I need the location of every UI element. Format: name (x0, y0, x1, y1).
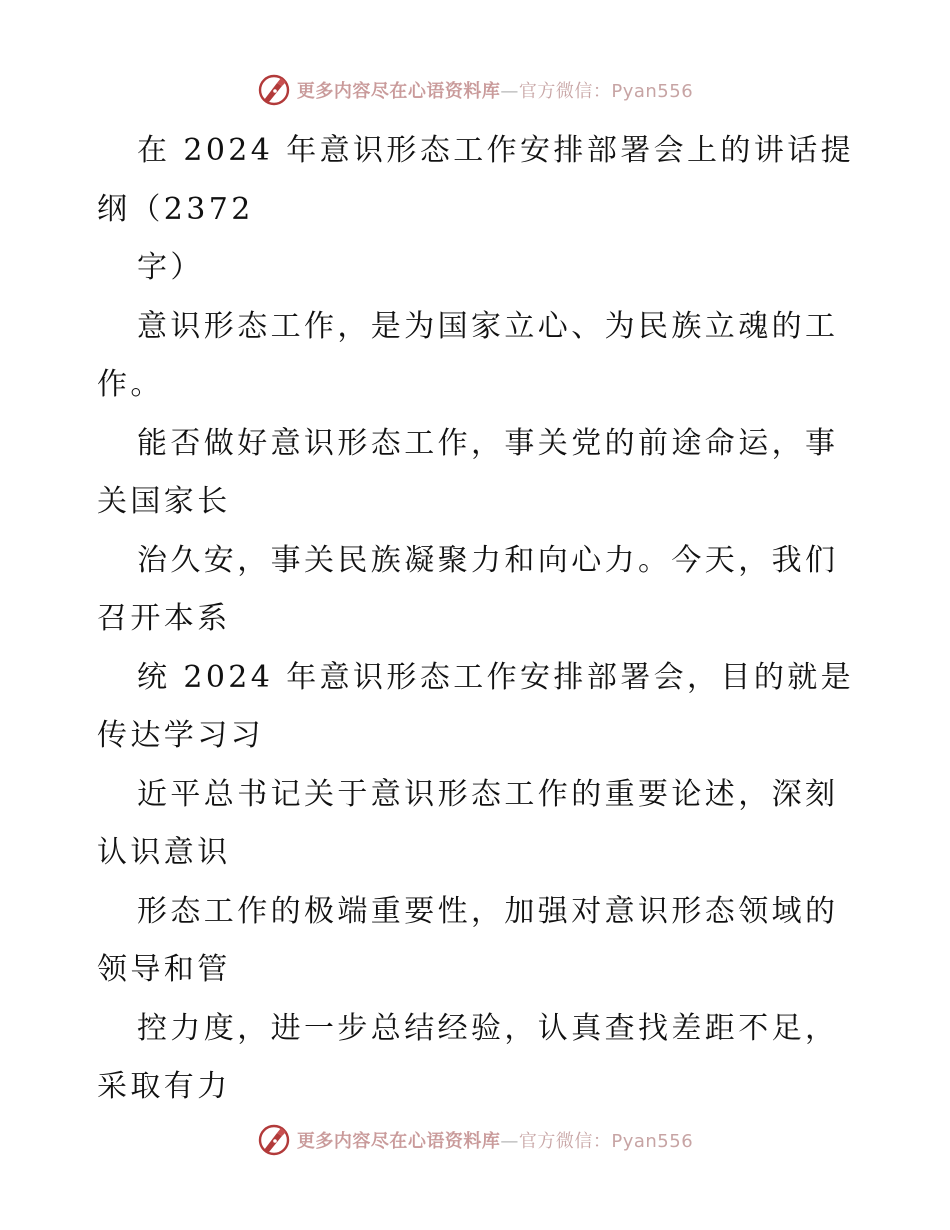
footer-watermark-banner (0, 1120, 950, 1160)
document-body (97, 122, 857, 1117)
footer-watermark (257, 1123, 693, 1157)
text-line: 关国家长 (97, 484, 231, 519)
text-line: 作。 (97, 367, 164, 402)
wechat-id: 官方微信：Pyan556 (518, 81, 694, 102)
text-line: 控力度，进一步总结经验，认真查找差距不足， (137, 1010, 839, 1046)
text-line: 近平总书记关于意识形态工作的重要论述，深刻 (137, 776, 839, 812)
text-line: 统 2024 年意识形态工作安排部署会，目的就是 (137, 659, 855, 695)
text-line: 字） (137, 250, 204, 285)
brand-name: 更多内容尽在心语资料库 (296, 1131, 501, 1152)
text-line: 纲（2372 (97, 191, 254, 227)
text-line: 召开本系 (97, 601, 231, 636)
header-watermark-banner (0, 70, 950, 110)
text-line: 在 2024 年意识形态工作安排部署会上的讲话提 (137, 133, 855, 168)
pen-nib-seal-icon (257, 1123, 291, 1157)
header-watermark (257, 73, 693, 107)
text-line: 传达学习习 (97, 718, 264, 753)
banner-separator: — (500, 81, 519, 102)
watermark-text (297, 1127, 693, 1153)
watermark-text (297, 77, 693, 103)
brand-name: 更多内容尽在心语资料库 (296, 81, 501, 102)
text-line: 采取有力 (97, 1069, 231, 1104)
text-line: 领导和管 (97, 952, 231, 987)
text-line: 能否做好意识形态工作，事关党的前途命运，事 (137, 425, 839, 461)
text-line: 形态工作的极端重要性，加强对意识形态领域的 (137, 893, 839, 929)
pen-nib-seal-icon (257, 73, 291, 107)
text-line: 意识形态工作，是为国家立心、为民族立魂的工 (137, 308, 839, 344)
text-line: 认识意识 (97, 835, 231, 870)
banner-separator: — (500, 1131, 519, 1152)
text-line: 治久安，事关民族凝聚力和向心力。今天，我们 (137, 542, 839, 578)
wechat-id: 官方微信：Pyan556 (518, 1131, 694, 1152)
